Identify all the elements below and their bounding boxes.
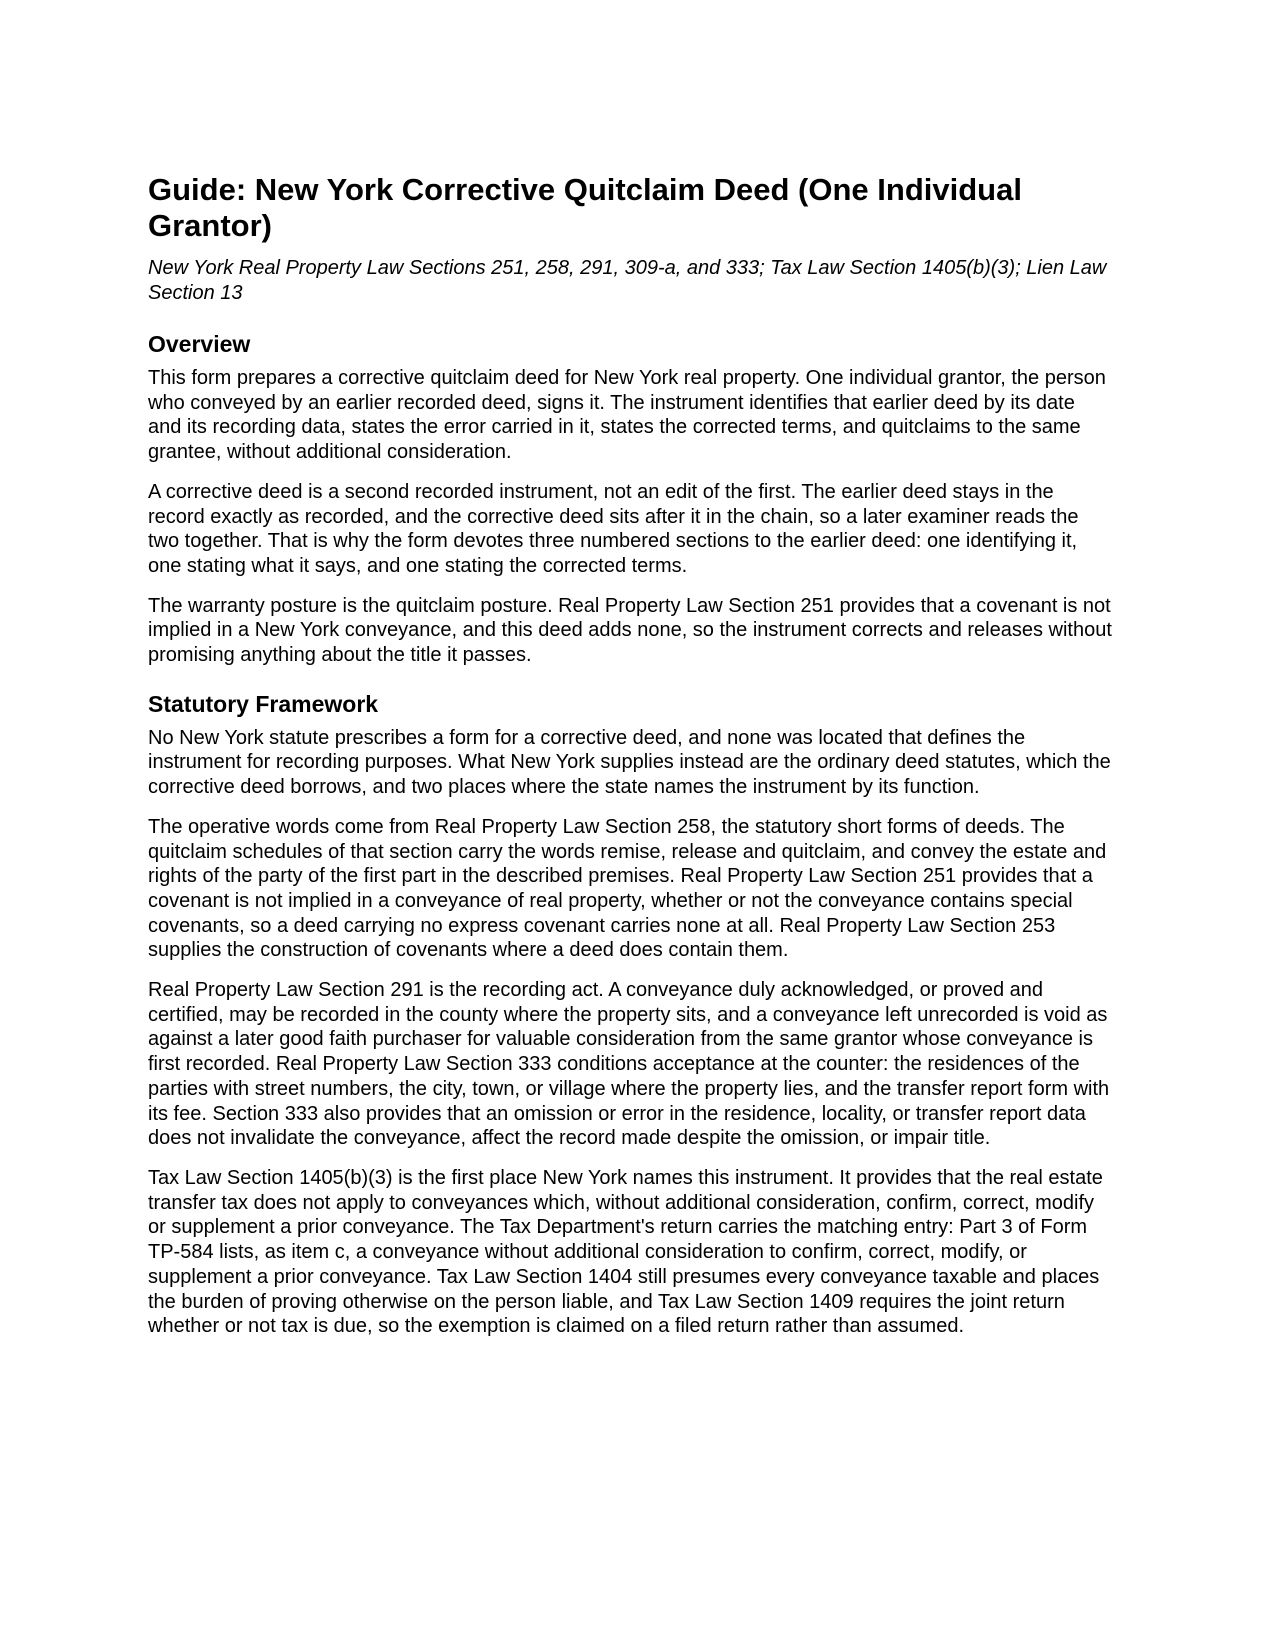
section-heading-statutory-framework: Statutory Framework	[148, 690, 379, 717]
paragraph: A corrective deed is a second recorded instrument, not an edit of the first. The earlier deed stays in the record exactly as recorded, and the corrective deed sits after it in the chain, so a later examiner reads the two together. That is why the form devotes three numbered sections to the earlier deed: one identifying it, one stating what it says, and one stating the corrected terms.	[148, 480, 1079, 577]
paragraph: The warranty posture is the quitclaim posture. Real Property Law Section 251 provides that a covenant is not implied in a New York conveyance, and this deed adds none, so the instrument corrects and releases without promising anything about the title it passes.	[148, 594, 1112, 667]
page-title: Guide: New York Corrective Quitclaim Deed (One Individual Grantor)	[148, 172, 1022, 243]
document-page	[148, 172, 1113, 1361]
statute-citations: New York Real Property Law Sections 251, 258, 291, 309-a, and 333; Tax Law Section 1405(b)(3); Lien Law Section 13	[148, 257, 1107, 304]
section-overview	[148, 330, 1113, 668]
paragraph: The operative words come from Real Property Law Section 258, the statutory short forms of deeds. The quitclaim schedules of that section carry the words remise, release and quitclaim, and convey the estate and rights of the party of the first part in the described premises. Real Property Law Section 251 provides that a covenant is not implied in a conveyance of real property, whether or not the conveyance contains special covenants, so a deed carrying no express covenant carries none at all. Real Property Law Section 253 supplies the construction of covenants where a deed does contain them.	[148, 815, 1107, 962]
section-heading-overview: Overview	[148, 331, 251, 357]
paragraph: No New York statute prescribes a form for a corrective deed, and none was located that defines the instrument for recording purposes. What New York supplies instead are the ordinary deed statutes, which the corrective deed borrows, and two places where the state names the instrument by its function.	[148, 726, 1111, 799]
paragraph: Tax Law Section 1405(b)(3) is the first place New York names this instrument. It provides that the real estate transfer tax does not apply to conveyances which, without additional consideration, confirm, correct, modify or supplement a prior conveyance. The Tax Department's return carries the matching entry: Part 3 of Form TP-584 lists, as item c, a conveyance without additional consideration to confirm, correct, modify, or supplement a prior conveyance. Tax Law Section 1404 still presumes every conveyance taxable and places the burden of proving otherwise on the person liable, and Tax Law Section 1409 requires the joint return whether or not tax is due, so the exemption is claimed on a filed return rather than assumed.	[148, 1166, 1103, 1338]
paragraph: This form prepares a corrective quitclaim deed for New York real property. One individual grantor, the person who conveyed by an earlier recorded deed, signs it. The instrument identifies that earlier deed by its date and its recording data, states the error carried in it, states the corrected terms, and quitclaims to the same grantee, without additional consideration.	[148, 367, 1106, 464]
section-statutory-framework	[148, 690, 1113, 1339]
paragraph: Real Property Law Section 291 is the recording act. A conveyance duly acknowledged, or proved and certified, may be recorded in the county where the property sits, and a conveyance left unrecorded is void as against a later good faith purchaser for valuable consideration from the same grantor whose conveyance is first recorded. Real Property Law Section 333 conditions acceptance at the counter: the residences of the parties with street numbers, the city, town, or village where the property lies, and the transfer report form with its fee. Section 333 also provides that an omission or error in the residence, locality, or transfer report data does not invalidate the conveyance, affect the record made despite the omission, or impair title.	[148, 979, 1110, 1150]
